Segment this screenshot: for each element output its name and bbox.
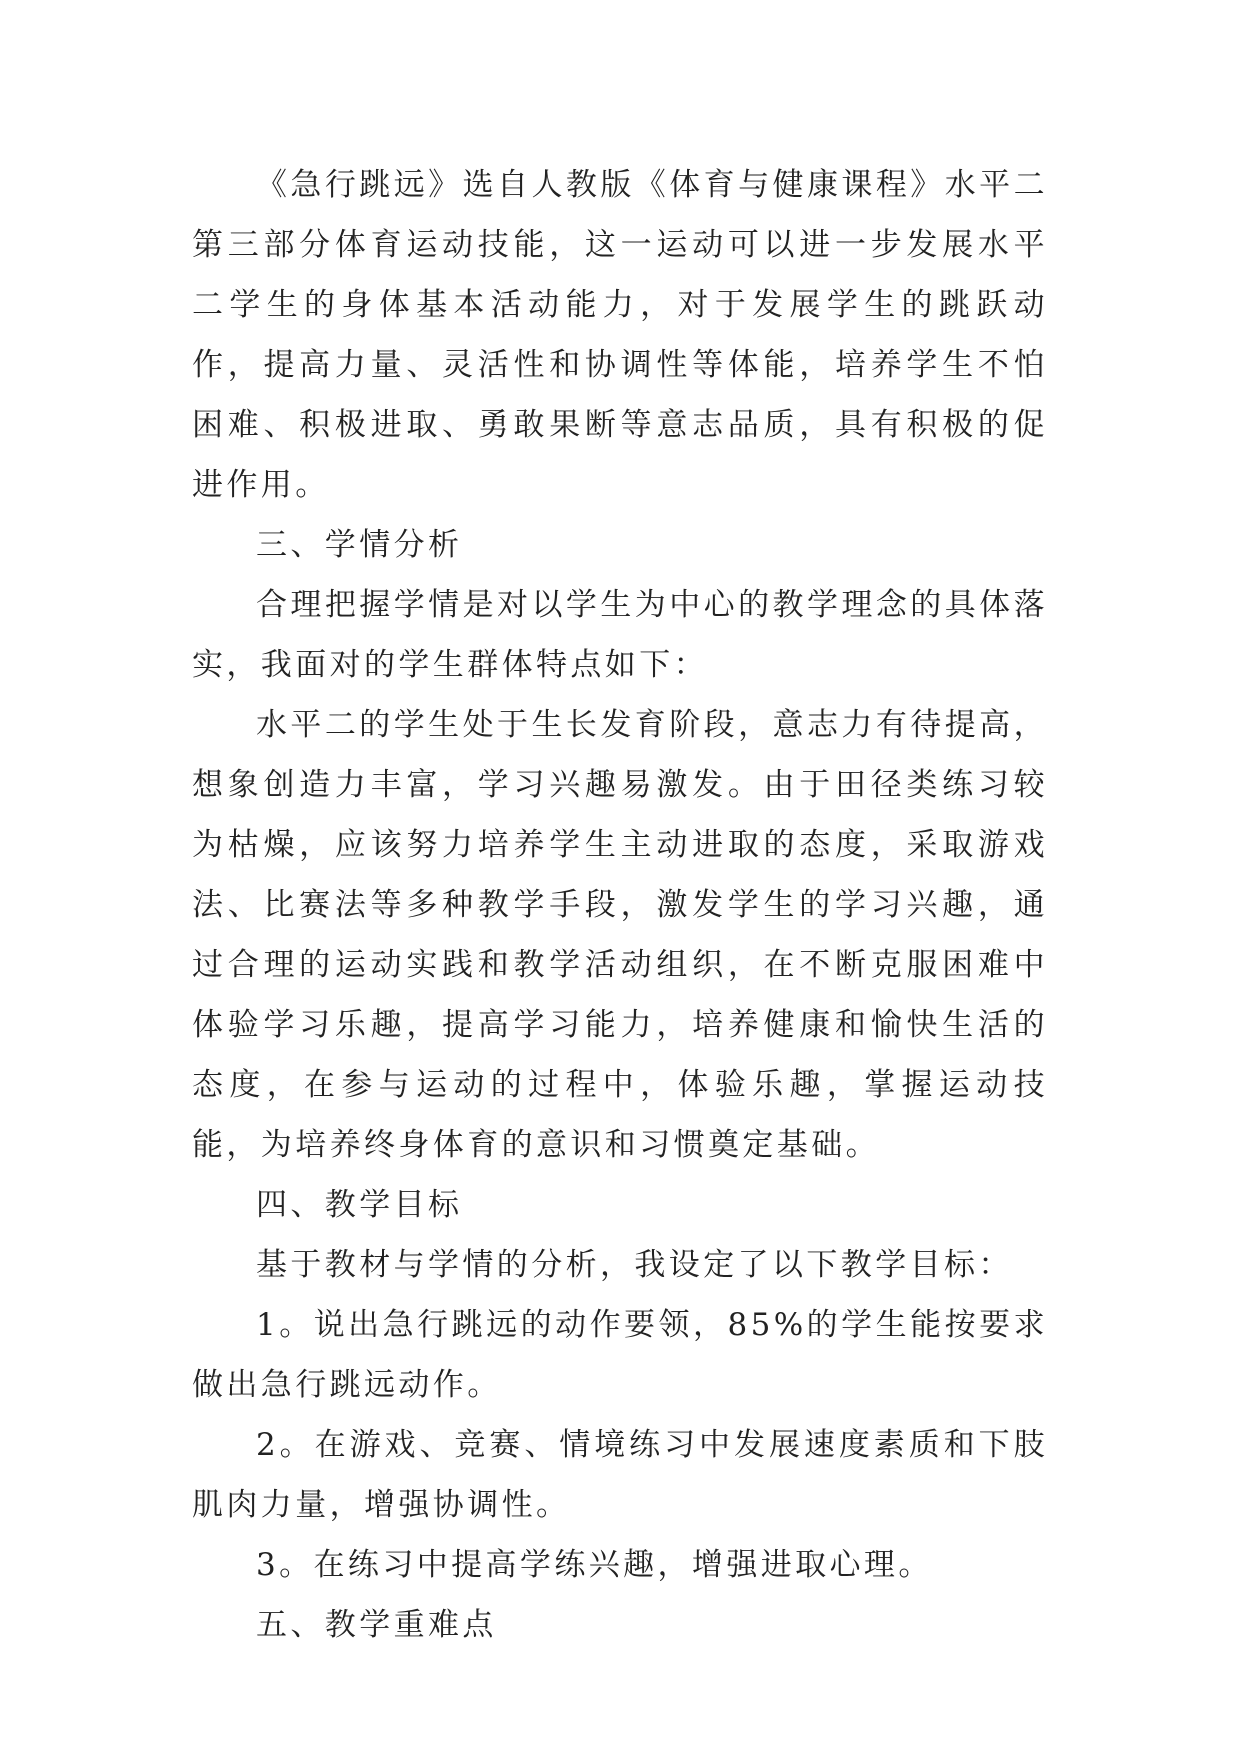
section-heading-learner-analysis: 三、学情分析	[256, 527, 463, 563]
learner-analysis-paragraph: 水平二的学生处于生长发育阶段，意志力有待提高，想象创造力丰富，学习兴趣易激发。由于田径类练习较为枯燥，应该努力培养学生主动进取的态度，采取游戏法、比赛法等多种教学手段，激发学生的学习兴趣，通过合理的运动实践和教学活动组织，在不断克服困难中体验学习乐趣，提高学习能力，培养健康和愉快生活的态度，在参与运动的过程中，体验乐趣，掌握运动技能，为培养终身体育的意识和习惯奠定基础。	[192, 707, 1048, 1163]
learner-analysis-intro: 合理把握学情是对以学生为中心的教学理念的具体落实，我面对的学生群体特点如下：	[192, 587, 1048, 683]
teaching-goals-intro: 基于教材与学情的分析，我设定了以下教学目标：	[256, 1247, 1013, 1283]
teaching-goal-item: 2。在游戏、竞赛、情境练习中发展速度素质和下肢肌肉力量，增强协调性。	[192, 1427, 1048, 1523]
document-body	[192, 155, 1048, 1655]
section-heading-teaching-goals: 四、教学目标	[256, 1187, 463, 1223]
teaching-goal-item: 1。说出急行跳远的动作要领，85%的学生能按要求做出急行跳远动作。	[192, 1307, 1048, 1403]
teaching-goal-item: 3。在练习中提高学练兴趣，增强进取心理。	[256, 1547, 933, 1583]
section-heading-key-points: 五、教学重难点	[256, 1607, 497, 1643]
intro-paragraph: 《急行跳远》选自人教版《体育与健康课程》水平二第三部分体育运动技能，这一运动可以进一步发展水平二学生的身体基本活动能力，对于发展学生的跳跃动作，提高力量、灵活性和协调性等体能，培养学生不怕困难、积极进取、勇敢果断等意志品质，具有积极的促进作用。	[192, 167, 1048, 503]
